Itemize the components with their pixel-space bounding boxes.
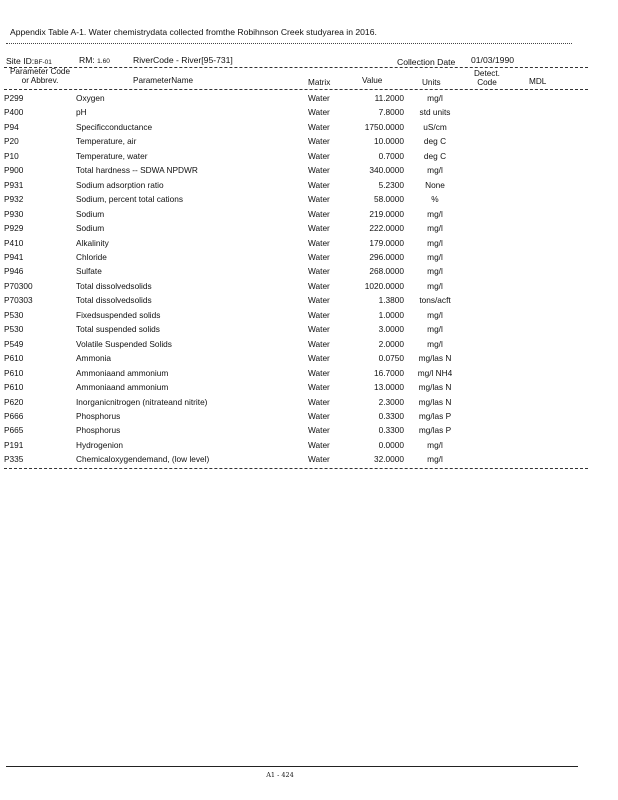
units-cell: mg/l (427, 324, 443, 335)
table-row (4, 120, 466, 134)
table-row (4, 438, 466, 452)
table-row (4, 192, 466, 206)
value-cell: 219.0000 (369, 208, 404, 219)
value-cell: 340.0000 (369, 165, 404, 176)
matrix-cell: Water (308, 194, 330, 205)
units-cell: mg/l (427, 454, 443, 465)
table-row (4, 105, 466, 119)
table-row (4, 337, 466, 351)
param-name-cell: Fixedsuspended solids (76, 309, 161, 320)
col-param-name: ParameterName (133, 76, 194, 85)
site-id-label: Site ID: (6, 56, 35, 66)
value-cell: 1020.0000 (364, 280, 404, 291)
title-divider (6, 43, 572, 44)
table-row (4, 380, 466, 394)
table-row (4, 149, 466, 163)
matrix-cell: Water (308, 136, 330, 147)
matrix-cell: Water (308, 454, 330, 465)
units-cell: deg C (423, 150, 447, 161)
param-name-cell: Total dissolvedsolids (76, 280, 152, 291)
table-row (4, 163, 466, 177)
matrix-cell: Water (308, 107, 330, 118)
param-code-cell: P620 (4, 396, 24, 407)
river-code: RiverCode - River[95-731] (133, 55, 233, 65)
param-name-cell: Total dissolvedsolids (76, 295, 152, 306)
units-cell: mg/l (427, 266, 443, 277)
param-code-cell: P610 (4, 382, 24, 393)
param-code-cell: P941 (4, 251, 24, 262)
value-cell: 10.0000 (374, 136, 404, 147)
col-detect-line2: Code (477, 78, 497, 87)
value-cell: 1.3800 (378, 295, 404, 306)
table-row (4, 452, 466, 466)
table-row (4, 134, 466, 148)
param-code-cell: P20 (4, 136, 19, 147)
param-code-cell: P70300 (4, 280, 33, 291)
col-param-code-line1: Parameter Code (9, 67, 71, 76)
units-cell: mg/l (427, 439, 443, 450)
units-cell: mg/l (427, 338, 443, 349)
table-row (4, 91, 466, 105)
value-cell: 7.8000 (378, 107, 404, 118)
site-id-value: BF-01 (34, 59, 52, 66)
param-name-cell: Temperature, water (76, 150, 148, 161)
param-name-cell: Sodium (76, 223, 105, 234)
units-cell: mg/l (427, 93, 443, 103)
matrix-cell: Water (308, 396, 330, 407)
matrix-cell: Water (308, 165, 330, 176)
matrix-cell: Water (308, 121, 330, 132)
rm-value: 1.60 (97, 58, 110, 65)
table-title: Appendix Table A-1. Water chemistrydata collected fromthe Robihnson Creek studyarea in 2016. (10, 27, 377, 37)
param-name-cell: Total hardness -- SDWA NPDWR (76, 165, 198, 176)
table-row (4, 293, 466, 307)
matrix-cell: Water (308, 251, 330, 262)
matrix-cell: Water (308, 367, 330, 378)
param-code-cell: P610 (4, 353, 24, 364)
param-name-cell: Ammoniaand ammonium (76, 367, 169, 378)
units-cell: std units (419, 107, 451, 118)
param-name-cell: Volatile Suspended Solids (76, 338, 172, 349)
value-cell: 222.0000 (369, 223, 404, 234)
param-code-cell: P335 (4, 454, 24, 465)
units-cell: None (425, 179, 445, 190)
value-cell: 1750.0000 (364, 121, 404, 132)
col-mdl: MDL (529, 77, 547, 86)
river-mile (79, 55, 110, 65)
value-cell: 0.0750 (378, 353, 404, 364)
units-cell: mg/l NH4 (417, 367, 453, 378)
param-name-cell: Chemicaloxygendemand, (low level) (76, 454, 210, 465)
param-name-cell: Sodium (76, 208, 105, 219)
matrix-cell: Water (308, 338, 330, 349)
param-code-cell: P10 (4, 150, 19, 161)
units-cell: tons/acft (419, 295, 451, 306)
param-name-cell: Specificconductance (76, 121, 153, 132)
param-code-cell: P666 (4, 410, 24, 421)
table-row (4, 250, 466, 264)
param-name-cell: Alkalinity (76, 237, 109, 248)
matrix-cell: Water (308, 150, 330, 161)
col-matrix: Matrix (308, 78, 331, 87)
table-row (4, 221, 466, 235)
param-name-cell: Oxygen (76, 93, 105, 103)
matrix-cell: Water (308, 309, 330, 320)
units-cell: uS/cm (423, 121, 447, 132)
col-units: Units (422, 78, 441, 87)
site-id (6, 56, 52, 66)
matrix-cell: Water (308, 410, 330, 421)
matrix-cell: Water (308, 237, 330, 248)
matrix-cell: Water (308, 179, 330, 190)
units-cell: mg/las P (418, 410, 452, 421)
table-row (4, 308, 466, 322)
units-cell: mg/l (427, 165, 443, 176)
value-cell: 3.0000 (378, 324, 404, 335)
param-name-cell: Sulfate (76, 266, 102, 277)
page-number: A1 - 424 (266, 771, 294, 779)
footer-rule (6, 766, 578, 767)
table-row (4, 409, 466, 423)
col-detect-line1: Detect. (474, 69, 500, 78)
units-cell: deg C (423, 136, 447, 147)
value-cell: 13.0000 (374, 382, 404, 393)
value-cell: 16.7000 (374, 367, 404, 378)
units-cell: mg/l (427, 251, 443, 262)
param-code-cell: P665 (4, 425, 24, 436)
value-cell: 179.0000 (369, 237, 404, 248)
param-code-cell: P530 (4, 324, 24, 335)
table-row (4, 264, 466, 278)
param-code-cell: P930 (4, 208, 24, 219)
units-cell: mg/l (427, 223, 443, 234)
collection-date-value: 01/03/1990 (471, 55, 515, 65)
units-cell: mg/las N (418, 353, 452, 364)
matrix-cell: Water (308, 266, 330, 277)
param-code-cell: P900 (4, 165, 24, 176)
table-row (4, 207, 466, 221)
table-row (4, 236, 466, 250)
matrix-cell: Water (308, 382, 330, 393)
units-cell: mg/las N (418, 382, 452, 393)
param-code-cell: P410 (4, 237, 24, 248)
col-param-code (4, 67, 76, 85)
units-cell: mg/las P (418, 425, 452, 436)
param-code-cell: P931 (4, 179, 24, 190)
value-cell: 1.0000 (378, 309, 404, 320)
table-row (4, 366, 466, 380)
matrix-cell: Water (308, 93, 330, 103)
param-name-cell: Ammonia (76, 353, 112, 364)
value-cell: 11.2000 (374, 93, 404, 103)
param-code-cell: P929 (4, 223, 24, 234)
param-code-cell: P400 (4, 107, 24, 118)
param-name-cell: Ammoniaand ammonium (76, 382, 169, 393)
matrix-cell: Water (308, 425, 330, 436)
value-cell: 2.0000 (378, 338, 404, 349)
col-param-code-line2: or Abbrev. (21, 76, 59, 85)
param-code-cell: P932 (4, 194, 24, 205)
param-code-cell: P549 (4, 338, 24, 349)
units-cell: mg/l (427, 237, 443, 248)
param-name-cell: Temperature, air (76, 136, 137, 147)
value-cell: 0.0000 (378, 439, 404, 450)
units-cell: mg/l (427, 208, 443, 219)
value-cell: 0.7000 (378, 150, 404, 161)
param-code-cell: P70303 (4, 295, 33, 306)
table-row (4, 279, 466, 293)
param-name-cell: Phosphorus (76, 425, 121, 436)
water-chemistry-table (4, 91, 466, 467)
param-name-cell: Sodium adsorption ratio (76, 179, 164, 190)
param-code-cell: P946 (4, 266, 24, 277)
param-code-cell: P94 (4, 121, 19, 132)
matrix-cell: Water (308, 324, 330, 335)
table-body (4, 91, 466, 467)
value-cell: 5.2300 (378, 179, 404, 190)
col-detect-code (474, 69, 500, 87)
param-name-cell: Inorganicnitrogen (nitrateand nitrite) (76, 396, 208, 407)
param-code-cell: P530 (4, 309, 24, 320)
value-cell: 2.3000 (378, 396, 404, 407)
units-cell: % (431, 194, 439, 205)
param-name-cell: Sodium, percent total cations (76, 194, 183, 205)
matrix-cell: Water (308, 280, 330, 291)
matrix-cell: Water (308, 223, 330, 234)
table-end-rule (4, 468, 588, 469)
param-code-cell: P299 (4, 93, 24, 103)
units-cell: mg/l (427, 309, 443, 320)
header-bottom-rule (4, 89, 588, 90)
value-cell: 0.3300 (378, 410, 404, 421)
table-row (4, 395, 466, 409)
header-top-rule (4, 67, 588, 68)
param-code-cell: P610 (4, 367, 24, 378)
table-row (4, 178, 466, 192)
value-cell: 58.0000 (374, 194, 404, 205)
param-code-cell: P191 (4, 439, 24, 450)
matrix-cell: Water (308, 208, 330, 219)
value-cell: 32.0000 (374, 454, 404, 465)
param-name-cell: Total suspended solids (76, 324, 160, 335)
col-value: Value (362, 76, 383, 85)
units-cell: mg/las N (418, 396, 452, 407)
table-row (4, 423, 466, 437)
table-row (4, 322, 466, 336)
units-cell: mg/l (427, 280, 443, 291)
collection-date-label: Collection Date (397, 57, 456, 67)
matrix-cell: Water (308, 295, 330, 306)
param-name-cell: pH (76, 107, 87, 118)
matrix-cell: Water (308, 439, 330, 450)
value-cell: 0.3300 (378, 425, 404, 436)
matrix-cell: Water (308, 353, 330, 364)
param-name-cell: Phosphorus (76, 410, 121, 421)
param-name-cell: Hydrogenion (76, 439, 124, 450)
table-row (4, 351, 466, 365)
param-name-cell: Chloride (76, 251, 107, 262)
value-cell: 268.0000 (369, 266, 404, 277)
value-cell: 296.0000 (369, 251, 404, 262)
rm-label: RM: (79, 55, 95, 65)
